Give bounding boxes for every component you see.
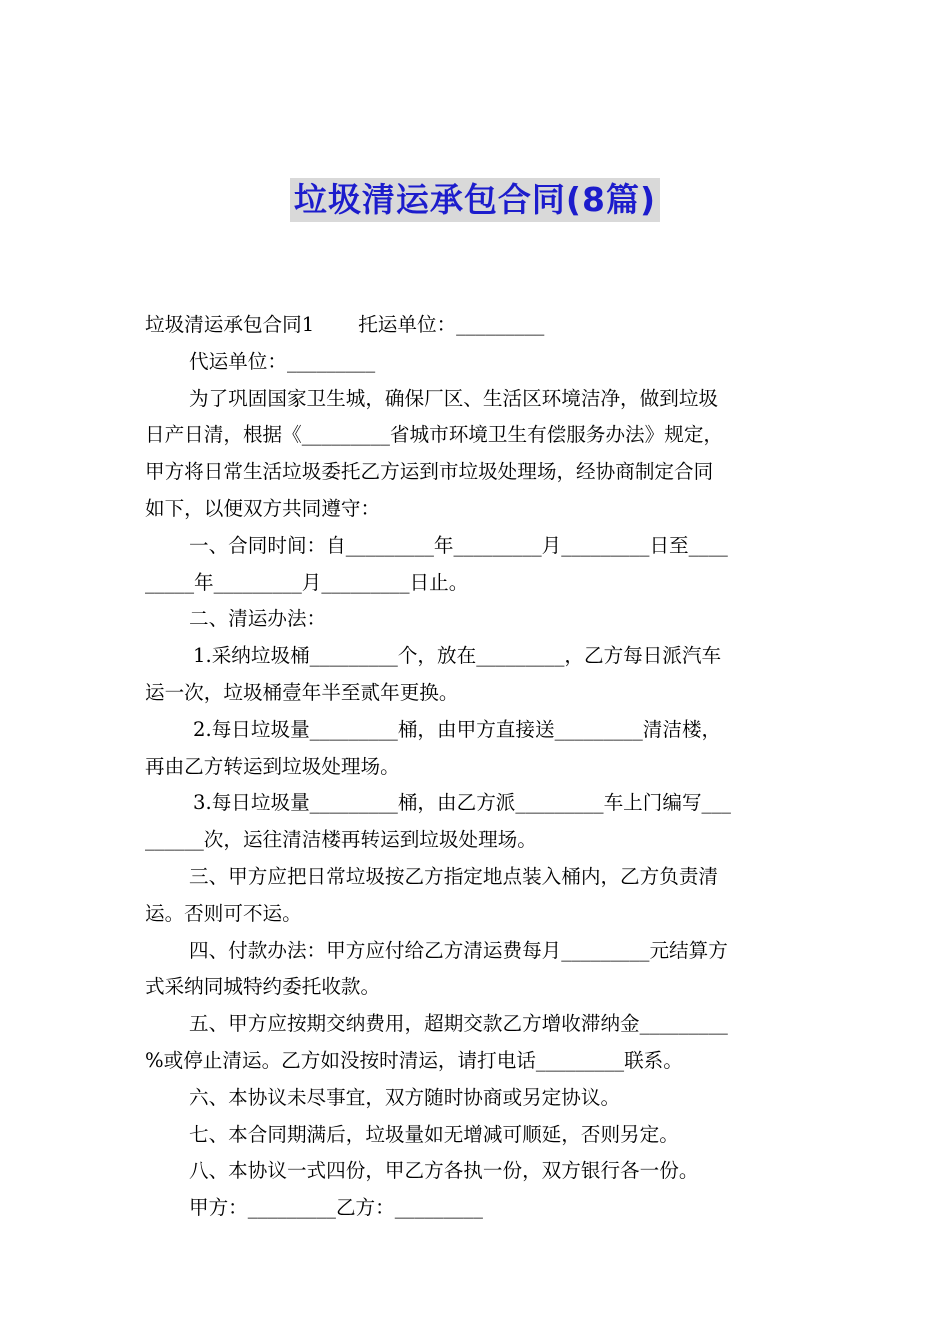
clause-line: 运一次，垃圾桶壹年半至贰年更换。 [145,680,459,704]
clause-line: 2.每日垃圾量_________桶，由甲方直接送_________清洁楼， [193,717,722,741]
clause-line: _____年_________月_________日止。 [145,570,469,594]
consignor-field: 托运单位：_________ [358,313,545,336]
document-body [145,307,810,1227]
paragraph-line: 如下，以便双方共同遵守： [145,496,381,520]
paragraph-line: 甲方将日常生活垃圾委托乙方运到市垃圾处理场，经协商制定合同 [145,460,714,484]
clause-line: 1.采纳垃圾桶_________个，放在_________，乙方每日派汽车 [193,644,722,668]
clause-line: 三、甲方应把日常垃圾按乙方指定地点装入桶内，乙方负责清 [189,864,719,888]
agent-unit-line: 代运单位：_________ [189,349,376,373]
signature-line: 甲方：_________乙方：_________ [189,1196,483,1220]
clause-line: 六、本协议未尽事宜，双方随时协商或另定协议。 [189,1085,621,1109]
clause-line: 五、甲方应按期交纳费用，超期交款乙方增收滞纳金_________ [189,1012,728,1036]
contract-heading-line [145,307,810,344]
clause-line: %或停止清运。乙方如没按时清运，请打电话_________联系。 [145,1048,683,1072]
clause-line: 一、合同时间：自_________年_________月_________日至____ [189,533,728,557]
clause-line: 再由乙方转运到垃圾处理场。 [145,754,400,778]
document-title: 垃圾清运承包合同(8篇) [290,178,660,222]
clause-line: 式采纳同城特约委托收款。 [145,975,381,999]
clause-line: 运。否则可不运。 [145,901,302,925]
clause-line: 二、清运办法： [189,607,327,631]
clause-line: 3.每日垃圾量_________桶，由乙方派_________车上门编写___ [193,791,731,815]
clause-line: 四、付款办法：甲方应付给乙方清运费每月_________元结算方 [189,938,728,962]
title-container [0,178,950,222]
contract-number-label: 垃圾清运承包合同1 [145,313,315,336]
clause-line: 七、本合同期满后，垃圾量如无增减可顺延，否则另定。 [189,1122,679,1146]
clause-line: 八、本协议一式四份，甲乙方各执一份，双方银行各一份。 [189,1159,699,1183]
paragraph-line: 日产日清，根据《_________省城市环境卫生有偿服务办法》规定， [145,423,724,447]
clause-line: ______次，运往清洁楼再转运到垃圾处理场。 [145,828,537,852]
paragraph-line: 为了巩固国家卫生城，确保厂区、生活区环境洁净，做到垃圾 [189,386,719,410]
